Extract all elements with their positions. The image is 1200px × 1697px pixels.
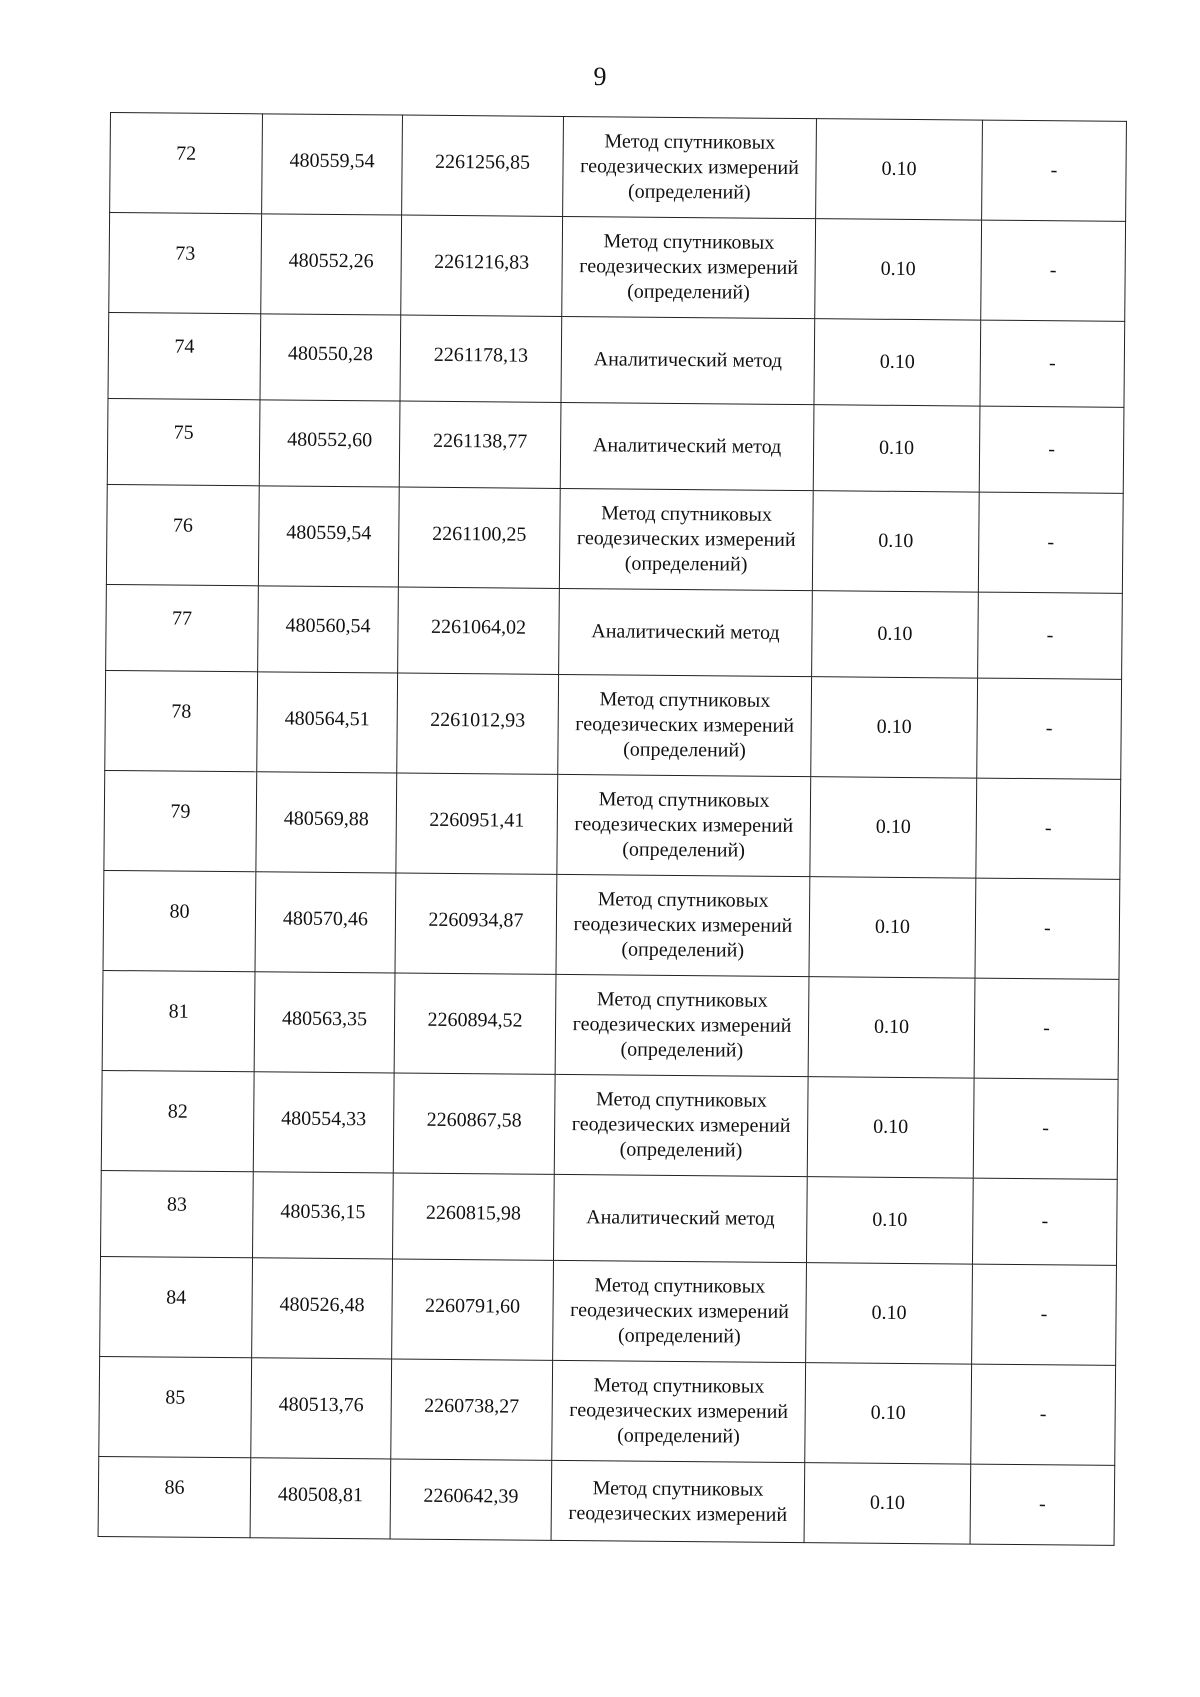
note-value: - bbox=[970, 1464, 1115, 1545]
point-number: 85 bbox=[99, 1356, 252, 1457]
table-row bbox=[108, 312, 1125, 407]
accuracy-value: 0.10 bbox=[808, 977, 975, 1078]
accuracy-value: 0.10 bbox=[816, 119, 983, 220]
y-coordinate: 2260791,60 bbox=[392, 1259, 554, 1360]
coordinates-table bbox=[98, 112, 1127, 1546]
x-coordinate: 480513,76 bbox=[251, 1358, 392, 1459]
point-number: 74 bbox=[108, 312, 261, 399]
point-number: 80 bbox=[103, 870, 256, 971]
determination-method: Метод спутниковых геодезических измерений bbox=[551, 1460, 805, 1542]
point-number: 81 bbox=[102, 970, 255, 1071]
x-coordinate: 480552,60 bbox=[259, 400, 400, 487]
point-number: 73 bbox=[109, 213, 262, 314]
note-value: - bbox=[971, 1364, 1116, 1465]
note-value: - bbox=[978, 492, 1123, 593]
x-coordinate: 480564,51 bbox=[257, 672, 398, 773]
accuracy-value: 0.10 bbox=[806, 1263, 973, 1364]
note-value: - bbox=[974, 978, 1119, 1079]
point-number: 78 bbox=[105, 670, 258, 771]
table-row bbox=[106, 584, 1123, 679]
x-coordinate: 480569,88 bbox=[256, 772, 397, 873]
point-number: 75 bbox=[107, 398, 260, 485]
determination-method: Аналитический метод bbox=[559, 588, 813, 676]
note-value: - bbox=[972, 1178, 1117, 1265]
point-number: 72 bbox=[110, 113, 263, 214]
note-value: - bbox=[981, 220, 1126, 321]
table-row bbox=[104, 770, 1121, 879]
table-row bbox=[109, 213, 1126, 322]
x-coordinate: 480560,54 bbox=[258, 586, 399, 673]
determination-method: Аналитический метод bbox=[560, 402, 814, 490]
note-value: - bbox=[975, 878, 1120, 979]
note-value: - bbox=[978, 592, 1123, 679]
y-coordinate: 2260934,87 bbox=[395, 873, 557, 974]
x-coordinate: 480570,46 bbox=[255, 872, 396, 973]
x-coordinate: 480526,48 bbox=[252, 1258, 393, 1359]
accuracy-value: 0.10 bbox=[815, 219, 982, 320]
determination-method: Метод спутниковых геодезических измерений (определений) bbox=[556, 874, 810, 976]
page-number: 9 bbox=[593, 62, 607, 91]
determination-method: Аналитический метод bbox=[561, 316, 815, 404]
x-coordinate: 480559,54 bbox=[258, 486, 399, 587]
table-row bbox=[100, 1256, 1117, 1365]
accuracy-value: 0.10 bbox=[811, 677, 978, 778]
coordinates-table-wrapper bbox=[98, 112, 1127, 1546]
determination-method: Метод спутниковых геодезических измерений (определений) bbox=[559, 488, 813, 590]
point-number: 76 bbox=[106, 484, 259, 585]
table-row bbox=[110, 113, 1127, 222]
determination-method: Метод спутниковых геодезических измерений (определений) bbox=[562, 216, 816, 318]
table-row bbox=[102, 970, 1119, 1079]
point-number: 82 bbox=[101, 1070, 254, 1171]
accuracy-value: 0.10 bbox=[812, 491, 979, 592]
x-coordinate: 480563,35 bbox=[254, 972, 395, 1073]
accuracy-value: 0.10 bbox=[813, 405, 980, 492]
table-row bbox=[98, 1456, 1115, 1545]
accuracy-value: 0.10 bbox=[804, 1463, 971, 1544]
y-coordinate: 2261256,85 bbox=[402, 115, 564, 216]
point-number: 84 bbox=[100, 1256, 253, 1357]
y-coordinate: 2261178,13 bbox=[400, 315, 562, 402]
determination-method: Метод спутниковых геодезических измерений (определений) bbox=[553, 1260, 807, 1362]
y-coordinate: 2260951,41 bbox=[396, 773, 558, 874]
accuracy-value: 0.10 bbox=[805, 1363, 972, 1464]
determination-method: Метод спутниковых геодезических измерений (определений) bbox=[557, 774, 811, 876]
x-coordinate: 480552,26 bbox=[261, 214, 402, 315]
point-number: 83 bbox=[101, 1170, 254, 1257]
x-coordinate: 480559,54 bbox=[262, 114, 403, 215]
accuracy-value: 0.10 bbox=[807, 1077, 974, 1178]
point-number: 79 bbox=[104, 770, 257, 871]
y-coordinate: 2260815,98 bbox=[393, 1173, 555, 1260]
accuracy-value: 0.10 bbox=[812, 591, 979, 678]
x-coordinate: 480550,28 bbox=[260, 314, 401, 401]
determination-method: Метод спутниковых геодезических измерений (определений) bbox=[563, 116, 817, 218]
point-number: 86 bbox=[98, 1456, 251, 1537]
table-row bbox=[107, 398, 1124, 493]
y-coordinate: 2261138,77 bbox=[399, 401, 561, 488]
y-coordinate: 2261064,02 bbox=[398, 587, 560, 674]
note-value: - bbox=[977, 678, 1122, 779]
note-value: - bbox=[979, 406, 1124, 493]
accuracy-value: 0.10 bbox=[809, 877, 976, 978]
note-value: - bbox=[973, 1078, 1118, 1179]
point-number: 77 bbox=[106, 584, 259, 671]
note-value: - bbox=[976, 778, 1121, 879]
note-value: - bbox=[972, 1264, 1117, 1365]
determination-method: Метод спутниковых геодезических измерений (определений) bbox=[552, 1360, 806, 1462]
table-row bbox=[101, 1070, 1118, 1179]
table-row bbox=[105, 670, 1122, 779]
y-coordinate: 2261100,25 bbox=[398, 487, 560, 588]
x-coordinate: 480536,15 bbox=[253, 1172, 394, 1259]
determination-method: Метод спутниковых геодезических измерений (определений) bbox=[558, 674, 812, 776]
x-coordinate: 480508,81 bbox=[250, 1458, 391, 1539]
y-coordinate: 2261012,93 bbox=[397, 673, 559, 774]
note-value: - bbox=[980, 320, 1125, 407]
table-body bbox=[98, 113, 1126, 1546]
table-row bbox=[101, 1170, 1118, 1265]
accuracy-value: 0.10 bbox=[806, 1177, 973, 1264]
y-coordinate: 2260642,39 bbox=[390, 1459, 552, 1540]
table-row bbox=[99, 1356, 1116, 1465]
table-row bbox=[106, 484, 1123, 593]
y-coordinate: 2261216,83 bbox=[401, 215, 563, 316]
y-coordinate: 2260867,58 bbox=[393, 1073, 555, 1174]
accuracy-value: 0.10 bbox=[814, 319, 981, 406]
determination-method: Метод спутниковых геодезических измерений (определений) bbox=[555, 974, 809, 1076]
accuracy-value: 0.10 bbox=[810, 777, 977, 878]
note-value: - bbox=[982, 120, 1127, 221]
y-coordinate: 2260894,52 bbox=[394, 973, 556, 1074]
table-row bbox=[103, 870, 1120, 979]
x-coordinate: 480554,33 bbox=[253, 1072, 394, 1173]
determination-method: Метод спутниковых геодезических измерений (определений) bbox=[554, 1074, 808, 1176]
y-coordinate: 2260738,27 bbox=[391, 1359, 553, 1460]
determination-method: Аналитический метод bbox=[553, 1174, 807, 1262]
